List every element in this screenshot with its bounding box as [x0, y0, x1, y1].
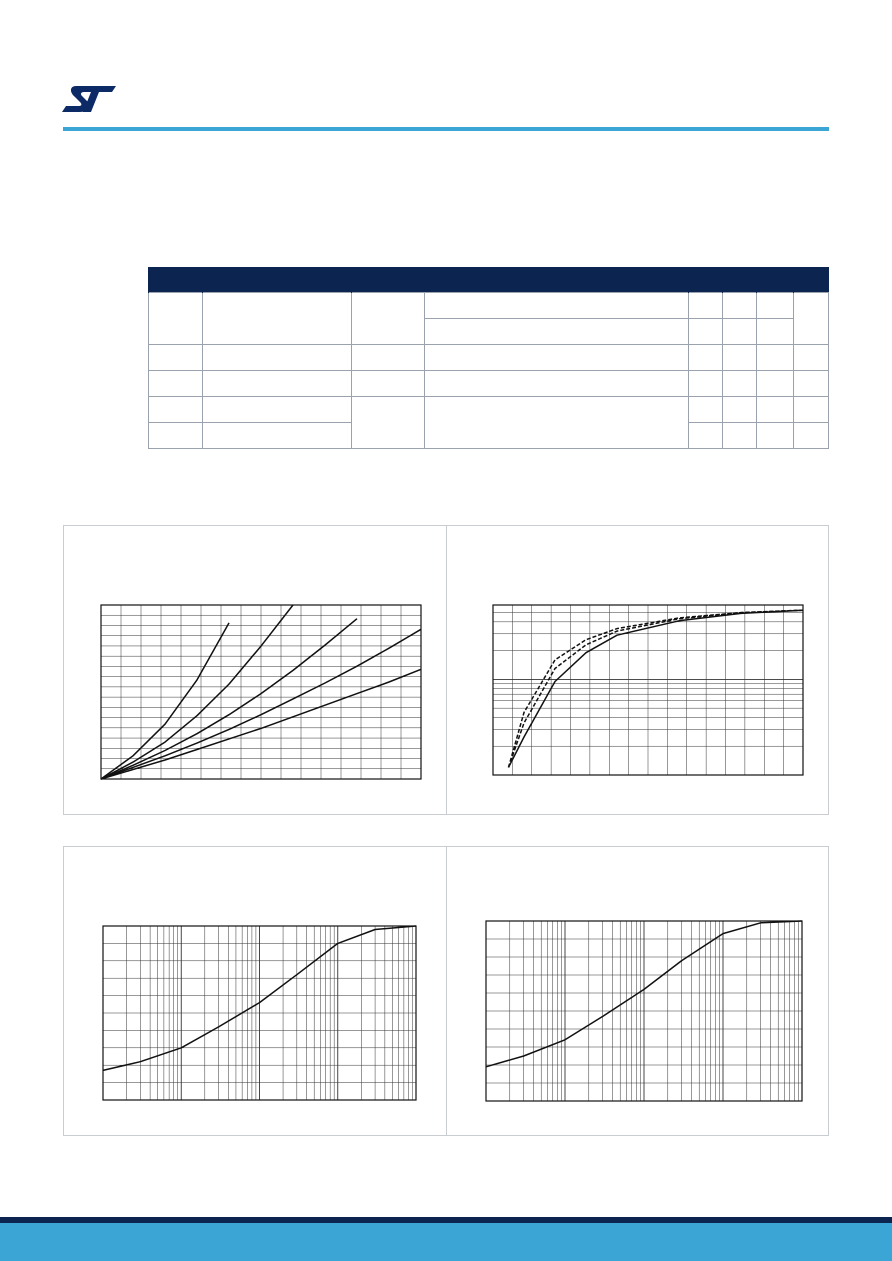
series-line: [101, 619, 357, 779]
table-cell: [352, 345, 425, 371]
table-row: [149, 293, 829, 319]
st-logo-icon: [60, 82, 118, 116]
chart-1: [101, 605, 421, 779]
table-cell: [757, 371, 794, 397]
table-cell: [149, 293, 203, 345]
figure-panel-divider: [446, 846, 447, 1136]
header-cell: [689, 268, 723, 293]
table-cell: [757, 293, 794, 319]
figure-panel-divider: [446, 525, 447, 815]
table-cell: [203, 345, 352, 371]
table-cell: [757, 397, 794, 423]
header-cell: [723, 268, 757, 293]
table-cell: [425, 345, 689, 371]
chart-4: [486, 921, 802, 1101]
table-cell: [794, 345, 829, 371]
table-cell: [425, 397, 689, 449]
table-cell: [425, 319, 689, 345]
table-cell: [352, 293, 425, 345]
header-cell: [757, 268, 794, 293]
table-cell: [203, 397, 352, 423]
table-cell: [689, 423, 723, 449]
table-cell: [723, 345, 757, 371]
table-cell: [689, 293, 723, 319]
table-cell: [757, 423, 794, 449]
table-cell: [794, 293, 829, 345]
table-cell: [794, 423, 829, 449]
table-cell: [757, 345, 794, 371]
header-cell: [203, 268, 352, 293]
chart-2: [493, 605, 803, 775]
table-cell: [723, 293, 757, 319]
table-cell: [352, 371, 425, 397]
table-header-row: [149, 268, 829, 293]
table-cell: [723, 423, 757, 449]
table-cell: [723, 371, 757, 397]
table-cell: [723, 319, 757, 345]
table-cell: [689, 319, 723, 345]
table-cell: [794, 397, 829, 423]
table-cell: [425, 371, 689, 397]
table-cell: [203, 371, 352, 397]
table-cell: [723, 397, 757, 423]
table-cell: [425, 293, 689, 319]
table-cell: [794, 371, 829, 397]
table-cell: [689, 397, 723, 423]
header-rule: [63, 127, 829, 131]
table-cell: [203, 423, 352, 449]
table-cell: [149, 423, 203, 449]
table-row: [149, 397, 829, 423]
table-cell: [149, 345, 203, 371]
table-row: [149, 371, 829, 397]
table-cell: [757, 319, 794, 345]
table-cell: [203, 293, 352, 345]
table-cell: [689, 371, 723, 397]
table-cell: [689, 345, 723, 371]
header-cell: [149, 268, 203, 293]
header-cell: [794, 268, 829, 293]
header-cell: [352, 268, 689, 293]
footer-rule: [0, 1217, 892, 1223]
chart-3: [103, 926, 416, 1100]
electrical-characteristics-table: [148, 267, 829, 449]
table-cell: [352, 397, 425, 449]
table-cell: [149, 397, 203, 423]
footer-band: [0, 1217, 892, 1261]
table-cell: [149, 371, 203, 397]
table-row: [149, 345, 829, 371]
